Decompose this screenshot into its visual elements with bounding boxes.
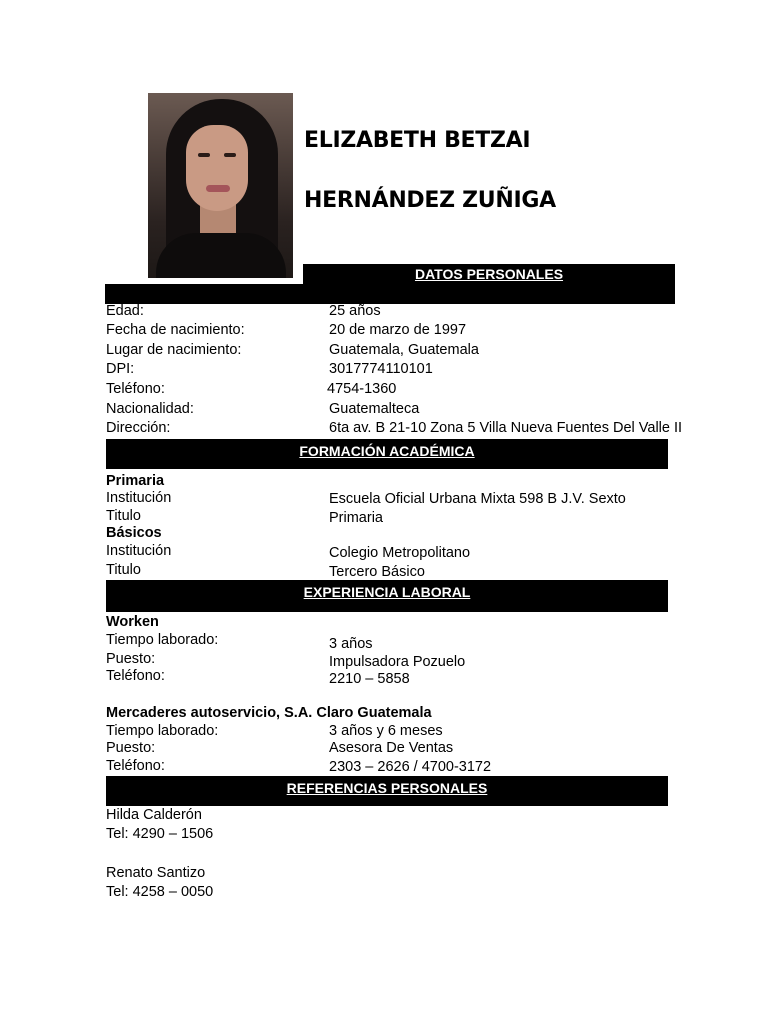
job-label: Tiempo laborado: xyxy=(106,632,219,648)
reference-name: Hilda Calderón xyxy=(106,807,202,823)
job-label: Tiempo laborado: xyxy=(106,723,219,739)
personal-label: Nacionalidad: xyxy=(106,401,194,417)
job-label: Teléfono: xyxy=(106,668,165,684)
education-value: Tercero Básico xyxy=(329,564,425,580)
name-line-1: ELIZABETH BETZAI xyxy=(304,128,531,153)
job-value: 2303 – 2626 / 4700-3172 xyxy=(329,759,492,775)
personal-label: DPI: xyxy=(106,361,135,377)
profile-photo xyxy=(148,93,293,278)
job-label: Puesto: xyxy=(106,651,156,667)
education-label: Titulo xyxy=(106,508,141,524)
reference-phone: Tel: 4258 – 0050 xyxy=(106,884,214,900)
education-value: Colegio Metropolitano xyxy=(329,545,471,561)
section-divider xyxy=(105,284,675,304)
education-heading: Básicos xyxy=(106,525,162,541)
job-value: Asesora De Ventas xyxy=(329,740,454,756)
job-label: Puesto: xyxy=(106,740,156,756)
personal-value: Guatemala, Guatemala xyxy=(329,342,479,358)
personal-label: Teléfono: xyxy=(106,381,165,397)
personal-value: 25 años xyxy=(329,303,381,319)
education-heading: Primaria xyxy=(106,473,165,489)
personal-value: 20 de marzo de 1997 xyxy=(329,322,467,338)
personal-label: Dirección: xyxy=(106,420,171,436)
name-line-2: HERNÁNDEZ ZUÑIGA xyxy=(304,188,556,213)
section-personal-header: DATOS PERSONALES xyxy=(303,264,675,286)
personal-value: 6ta av. B 21-10 Zona 5 Villa Nueva Fuentes Del Valle II xyxy=(329,420,683,436)
personal-label: Edad: xyxy=(106,303,144,319)
job-value: Impulsadora Pozuelo xyxy=(329,654,466,670)
job-label: Teléfono: xyxy=(106,758,165,774)
personal-label: Fecha de nacimiento: xyxy=(106,322,245,338)
job-company: Worken xyxy=(106,614,159,630)
personal-value: 3017774110101 xyxy=(329,361,433,377)
personal-value: 4754-1360 xyxy=(327,381,397,397)
education-value: Primaria xyxy=(329,510,383,526)
job-value: 2210 – 5858 xyxy=(329,671,410,687)
education-label: Titulo xyxy=(106,562,141,578)
education-label: Institución xyxy=(106,490,172,506)
reference-name: Renato Santizo xyxy=(106,865,206,881)
personal-value: Guatemalteca xyxy=(329,401,420,417)
section-references-header: REFERENCIAS PERSONALES xyxy=(106,776,668,806)
section-experience-header: EXPERIENCIA LABORAL xyxy=(106,580,668,612)
reference-phone: Tel: 4290 – 1506 xyxy=(106,826,214,842)
job-value: 3 años y 6 meses xyxy=(329,723,443,739)
job-company: Mercaderes autoservicio, S.A. Claro Guatemala xyxy=(106,705,432,721)
section-education-header: FORMACIÓN ACADÉMICA xyxy=(106,439,668,469)
education-label: Institución xyxy=(106,543,172,559)
education-value: Escuela Oficial Urbana Mixta 598 B J.V. Sexto xyxy=(329,491,626,507)
personal-label: Lugar de nacimiento: xyxy=(106,342,242,358)
job-value: 3 años xyxy=(329,636,373,652)
